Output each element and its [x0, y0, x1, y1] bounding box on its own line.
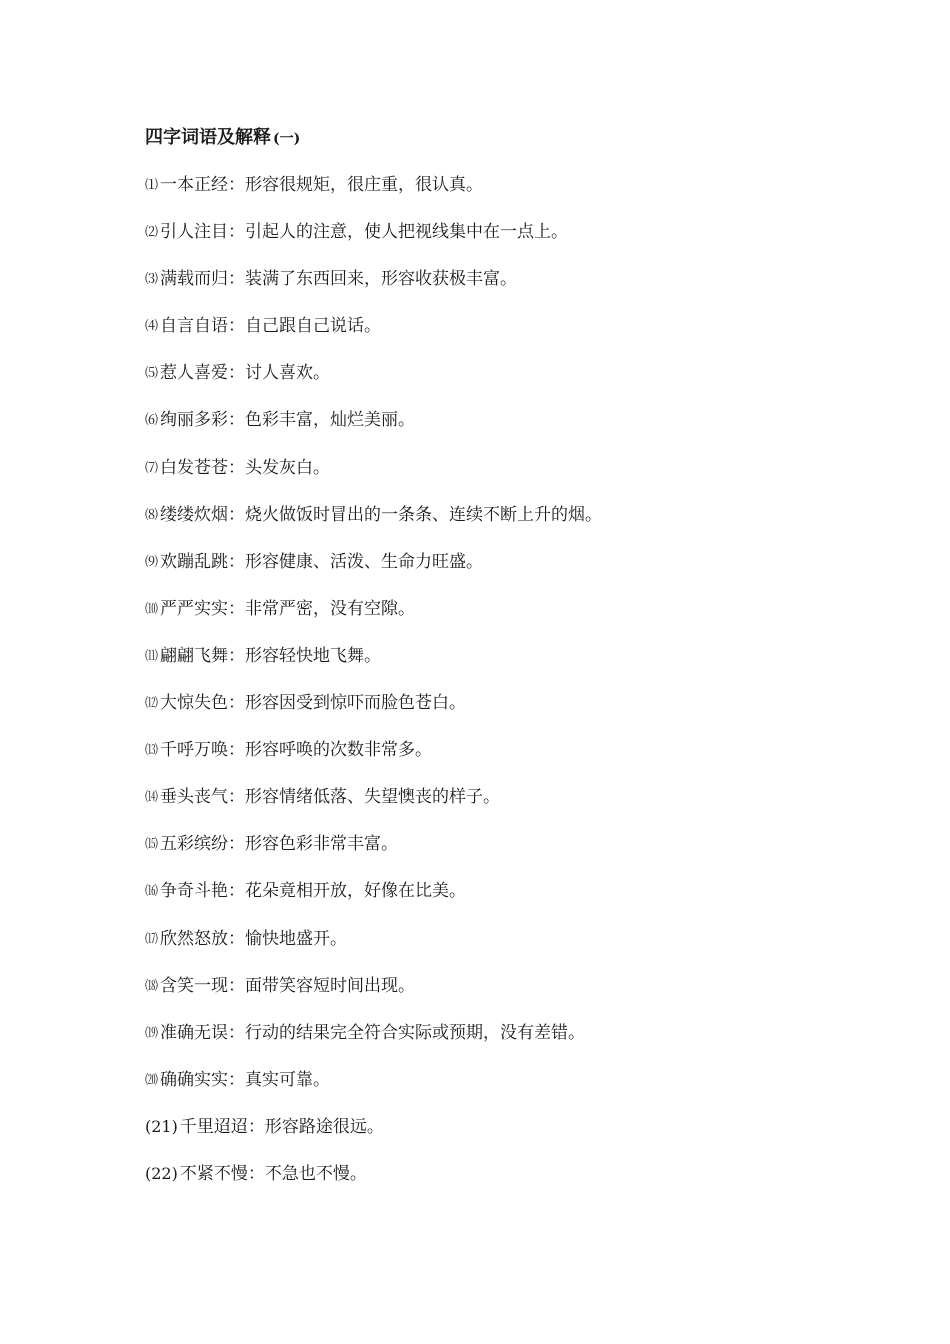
term-separator: ： [228, 410, 246, 431]
term-separator: ： [228, 693, 246, 714]
idiom-definition: 形容呼唤的次数非常多。 [245, 740, 433, 761]
title-main: 四字词语及解释 [145, 127, 271, 148]
idiom-term: 绚丽多彩 [160, 410, 229, 431]
term-separator: ： [228, 316, 246, 337]
idiom-list [145, 170, 905, 1206]
entry-number: ⒆ [145, 1025, 159, 1041]
idiom-entry [145, 971, 905, 1018]
term-separator: ： [228, 551, 246, 572]
term-separator: ： [228, 175, 246, 195]
idiom-entry [145, 453, 905, 500]
idiom-definition: 形容色彩非常丰富。 [245, 834, 399, 855]
idiom-entry [145, 735, 905, 782]
entry-number: ⑷ [145, 319, 159, 335]
entry-number: ⑾ [145, 648, 159, 664]
idiom-definition: 形容轻快地飞舞。 [245, 645, 382, 666]
idiom-definition: 形容路途很远。 [264, 1116, 384, 1137]
idiom-entry [145, 1018, 905, 1065]
idiom-term: 缕缕炊烟 [160, 504, 229, 525]
entry-number: ⒇ [145, 1072, 159, 1088]
term-separator: ： [228, 269, 246, 290]
term-separator: ： [228, 881, 246, 902]
idiom-term: 千里迢迢 [179, 1116, 248, 1137]
entry-number: ⒀ [145, 743, 159, 759]
idiom-definition: 形容因受到惊吓而脸色苍白。 [245, 693, 467, 714]
term-separator: ： [228, 834, 246, 855]
idiom-definition: 讨人喜欢。 [245, 363, 331, 384]
idiom-entry [145, 1112, 905, 1159]
idiom-definition: 形容健康、活泼、生命力旺盛。 [245, 551, 484, 572]
entry-number: ⑹ [145, 413, 159, 429]
idiom-term: 千呼万唤 [160, 740, 229, 761]
term-separator: ： [228, 222, 246, 243]
idiom-term: 惹人喜爱 [160, 363, 229, 384]
entry-number: ⒁ [145, 790, 159, 806]
idiom-definition: 头发灰白。 [245, 457, 331, 478]
idiom-entry [145, 829, 905, 876]
idiom-term: 不紧不慢 [179, 1163, 248, 1184]
idiom-term: 自言自语 [160, 316, 229, 337]
term-separator: ： [228, 928, 246, 949]
idiom-term: 垂头丧气 [160, 787, 229, 808]
idiom-entry [145, 217, 905, 264]
term-separator: ： [228, 1069, 246, 1090]
idiom-entry [145, 924, 905, 971]
idiom-term: 准确无误 [160, 1022, 229, 1043]
entry-number: ⑺ [145, 460, 159, 476]
entry-number: (22) [145, 1163, 178, 1183]
term-separator: ： [228, 740, 246, 761]
idiom-entry [145, 1065, 905, 1112]
term-separator: ： [247, 1163, 265, 1184]
term-separator: ： [228, 457, 246, 478]
idiom-definition: 非常严密，没有空隙。 [245, 598, 416, 619]
idiom-term: 含笑一现 [160, 975, 229, 996]
term-separator: ： [228, 645, 246, 666]
idiom-entry [145, 358, 905, 405]
entry-number: ⒂ [145, 837, 159, 853]
term-separator: ： [228, 1022, 246, 1043]
idiom-entry [145, 688, 905, 735]
idiom-entry [145, 594, 905, 641]
entry-number: ⑵ [145, 225, 159, 241]
title-suffix: (一) [273, 131, 301, 147]
idiom-entry [145, 1159, 905, 1206]
idiom-term: 确确实实 [160, 1069, 229, 1090]
term-separator: ： [228, 975, 246, 996]
term-separator: ： [228, 363, 246, 384]
entry-number: ⒄ [145, 931, 159, 947]
entry-number: ⒃ [145, 884, 159, 900]
idiom-definition: 形容情绪低落、失望懊丧的样子。 [245, 787, 501, 808]
entry-number: ⒅ [145, 978, 159, 994]
idiom-term: 一本正经 [160, 175, 229, 195]
entry-number: (21) [145, 1116, 178, 1136]
idiom-entry [145, 264, 905, 311]
document-title [145, 124, 300, 153]
idiom-term: 严严实实 [160, 598, 229, 619]
entry-number: ⑴ [145, 178, 159, 193]
idiom-term: 满载而归 [160, 269, 229, 290]
idiom-entry [145, 876, 905, 923]
idiom-entry [145, 405, 905, 452]
entry-number: ⑿ [145, 696, 159, 712]
entry-number: ⑻ [145, 507, 159, 523]
idiom-definition: 面带笑容短时间出现。 [245, 975, 416, 996]
idiom-entry [145, 170, 905, 217]
idiom-definition: 装满了东西回来，形容收获极丰富。 [245, 269, 518, 290]
entry-number: ⑸ [145, 366, 159, 382]
idiom-definition: 引起人的注意，使人把视线集中在一点上。 [245, 222, 569, 243]
term-separator: ： [247, 1116, 265, 1137]
idiom-entry [145, 311, 905, 358]
idiom-term: 大惊失色 [160, 693, 229, 714]
idiom-term: 欣然怒放 [160, 928, 229, 949]
idiom-definition: 行动的结果完全符合实际或预期，没有差错。 [245, 1022, 586, 1043]
idiom-term: 争奇斗艳 [160, 881, 229, 902]
idiom-term: 欢蹦乱跳 [160, 551, 229, 572]
term-separator: ： [228, 598, 246, 619]
idiom-definition: 花朵竟相开放，好像在比美。 [245, 881, 467, 902]
idiom-entry [145, 547, 905, 594]
idiom-entry [145, 641, 905, 688]
idiom-term: 五彩缤纷 [160, 834, 229, 855]
idiom-definition: 形容很规矩，很庄重，很认真。 [245, 175, 484, 195]
entry-number: ⑼ [145, 554, 159, 570]
idiom-term: 翩翩飞舞 [160, 645, 229, 666]
idiom-definition: 真实可靠。 [245, 1069, 331, 1090]
idiom-definition: 烧火做饭时冒出的一条条、连续不断上升的烟。 [245, 504, 603, 525]
idiom-term: 白发苍苍 [160, 457, 229, 478]
entry-number: ⑶ [145, 272, 159, 288]
idiom-definition: 愉快地盛开。 [245, 928, 348, 949]
term-separator: ： [228, 504, 246, 525]
idiom-definition: 自己跟自己说话。 [245, 316, 382, 337]
entry-number: ⑽ [145, 601, 159, 617]
idiom-term: 引人注目 [160, 222, 229, 243]
idiom-definition: 不急也不慢。 [264, 1163, 367, 1184]
idiom-definition: 色彩丰富，灿烂美丽。 [245, 410, 416, 431]
idiom-entry [145, 500, 905, 547]
idiom-entry [145, 782, 905, 829]
term-separator: ： [228, 787, 246, 808]
